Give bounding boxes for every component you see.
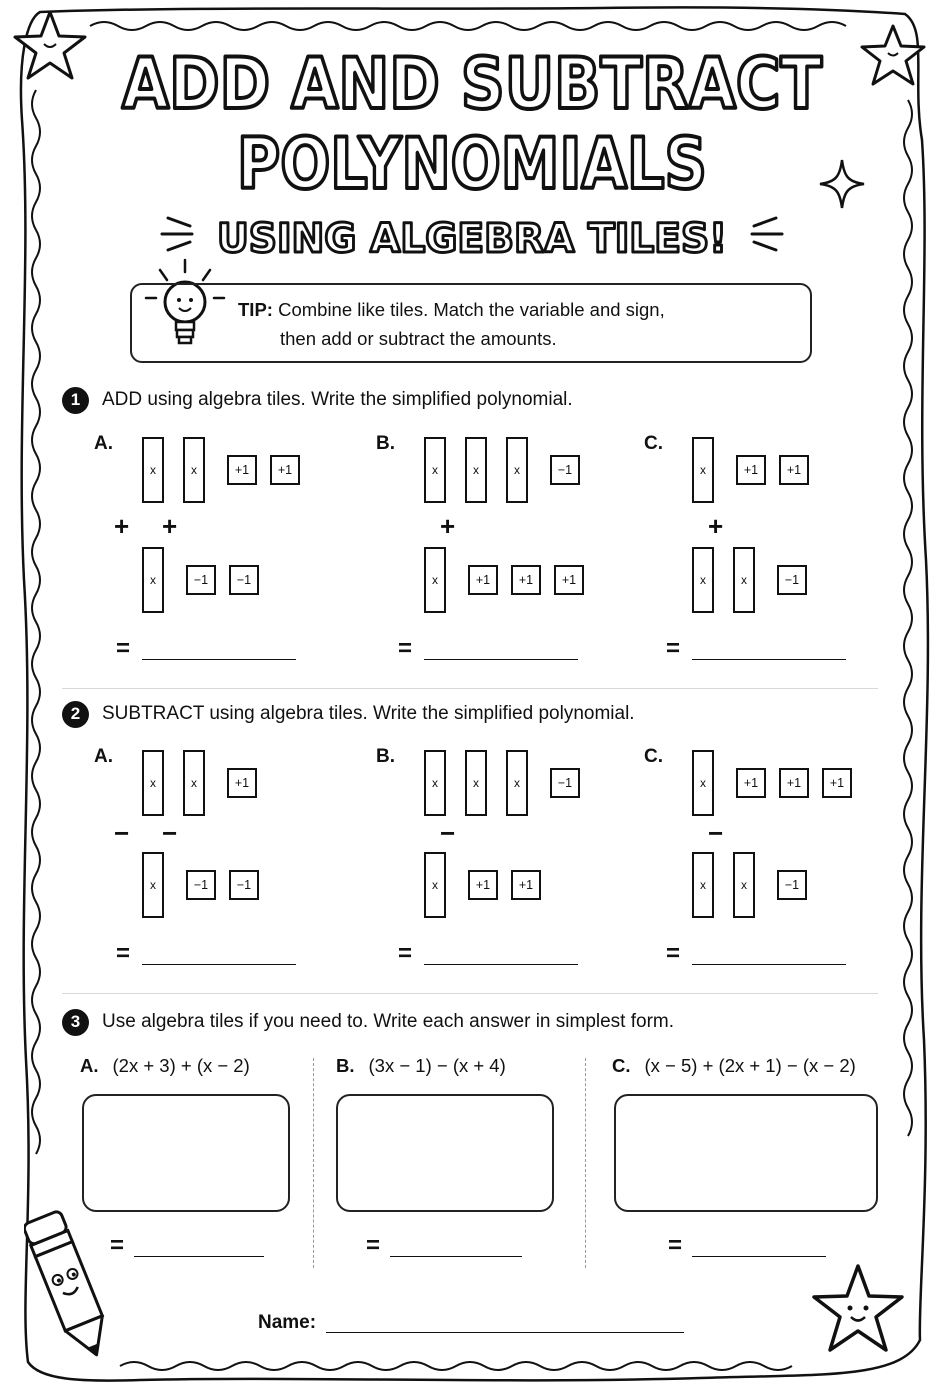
tile-label: x [150, 463, 156, 477]
tile-label: x [741, 878, 747, 892]
positive-unit-tile [468, 870, 498, 900]
work-area-3c[interactable] [614, 1094, 878, 1212]
x-tile [183, 750, 205, 816]
expression-text: (3x − 1) − (x + 4) [368, 1055, 506, 1076]
problem-label: C. [612, 1055, 631, 1076]
tile-label: x [150, 878, 156, 892]
tile-label: x [700, 463, 706, 477]
tile-label: +1 [829, 776, 845, 790]
x-tile [692, 750, 714, 816]
negative-unit-tile [229, 565, 259, 595]
problem-3c-expression [612, 1055, 856, 1077]
expression-text: (x − 5) + (2x + 1) − (x − 2) [644, 1055, 856, 1076]
x-tile [465, 750, 487, 816]
positive-unit-tile [511, 565, 541, 595]
operator-sign: − [440, 818, 456, 848]
answer-line-1b[interactable] [424, 659, 578, 660]
tile-label: x [432, 776, 438, 790]
problem-label: B. [376, 433, 395, 454]
x-tile [142, 437, 164, 503]
x-tile [424, 547, 446, 613]
x-tile [692, 852, 714, 918]
tip-text: Combine like tiles. Match the variable and sign, [278, 299, 665, 320]
problem-label: A. [94, 746, 113, 767]
divider [62, 688, 878, 689]
star-icon [810, 1262, 906, 1354]
problem-label: A. [80, 1055, 99, 1076]
operator-sign: + [440, 511, 456, 541]
tip-text-line2: then add or subtract the amounts. [280, 328, 557, 349]
equals-sign: = [398, 635, 413, 662]
tip-box [130, 283, 812, 363]
problem-label: C. [644, 746, 663, 767]
x-tile [692, 547, 714, 613]
tile-label: +1 [743, 463, 759, 477]
x-tile [183, 437, 205, 503]
answer-line-1c[interactable] [692, 659, 846, 660]
positive-unit-tile [227, 768, 257, 798]
positive-unit-tile [554, 565, 584, 595]
tile-label: x [700, 776, 706, 790]
operator-sign: − [114, 818, 130, 848]
tile-label: x [191, 776, 197, 790]
negative-unit-tile [777, 565, 807, 595]
tile-label: x [150, 573, 156, 587]
positive-unit-tile [736, 768, 766, 798]
problem-3b-expression [336, 1055, 506, 1077]
equals-sign: = [116, 940, 131, 967]
problem-label: B. [336, 1055, 355, 1076]
tile-label: −1 [236, 573, 252, 587]
x-tile [506, 437, 528, 503]
tile-label: x [432, 878, 438, 892]
tile-label: −1 [557, 776, 573, 790]
title-line2: POLYNOMIALS [237, 123, 707, 205]
tile-label: +1 [743, 776, 759, 790]
answer-line-2a[interactable] [142, 964, 296, 965]
negative-unit-tile [550, 768, 580, 798]
positive-unit-tile [227, 455, 257, 485]
tile-label: +1 [518, 878, 534, 892]
x-tile [692, 437, 714, 503]
positive-unit-tile [468, 565, 498, 595]
tile-label: −1 [557, 463, 573, 477]
section-1-header [62, 386, 573, 414]
worksheet-title [0, 30, 944, 280]
operator-sign: + [708, 511, 724, 541]
equals-sign: = [668, 1232, 683, 1259]
pencil-icon [24, 1204, 114, 1364]
operator-sign: + [162, 511, 178, 541]
tip-label: TIP: [238, 299, 273, 320]
positive-unit-tile [270, 455, 300, 485]
equals-sign: = [666, 940, 681, 967]
section-3-header [62, 1008, 674, 1036]
equals-sign: = [110, 1232, 125, 1259]
equals-sign: = [116, 635, 131, 662]
subtitle-flourish-left [162, 218, 192, 250]
name-label: Name: [258, 1312, 317, 1333]
answer-line-2c[interactable] [692, 964, 846, 965]
tile-label: x [432, 463, 438, 477]
operator-sign: + [114, 511, 130, 541]
problem-label: B. [376, 746, 395, 767]
equals-sign: = [666, 635, 681, 662]
section-number: 1 [62, 387, 89, 414]
x-tile [424, 437, 446, 503]
section-number: 3 [62, 1009, 89, 1036]
section-instruction: SUBTRACT using algebra tiles. Write the simplified polynomial. [102, 703, 635, 724]
tile-label: x [150, 776, 156, 790]
x-tile [733, 852, 755, 918]
operator-sign: − [162, 818, 178, 848]
x-tile [142, 547, 164, 613]
section-2-header [62, 700, 635, 728]
x-tile [424, 750, 446, 816]
tile-label: +1 [786, 776, 802, 790]
tile-label: +1 [277, 463, 293, 477]
negative-unit-tile [550, 455, 580, 485]
tile-label: −1 [236, 878, 252, 892]
column-divider [313, 1058, 314, 1268]
x-tile [142, 750, 164, 816]
x-tile [506, 750, 528, 816]
section-instruction: Use algebra tiles if you need to. Write each answer in simplest form. [102, 1011, 675, 1032]
negative-unit-tile [777, 870, 807, 900]
tile-label: x [473, 463, 479, 477]
problem-label: C. [644, 433, 663, 454]
equals-sign: = [366, 1232, 381, 1259]
tile-label: x [514, 776, 520, 790]
tile-label: −1 [193, 878, 209, 892]
positive-unit-tile [736, 455, 766, 485]
tile-label: −1 [193, 573, 209, 587]
negative-unit-tile [229, 870, 259, 900]
answer-line-3b[interactable] [390, 1256, 522, 1257]
answer-line-3a[interactable] [134, 1256, 264, 1257]
section-instruction: ADD using algebra tiles. Write the simplified polynomial. [102, 389, 573, 410]
title-subtitle: USING ALGEBRA TILES! [217, 216, 727, 262]
tile-label: +1 [475, 573, 491, 587]
tile-label: x [191, 463, 197, 477]
tile-label: x [514, 463, 520, 477]
expression-text: (2x + 3) + (x − 2) [112, 1055, 250, 1076]
tile-label: +1 [561, 573, 577, 587]
tile-label: x [432, 573, 438, 587]
equals-sign: = [398, 940, 413, 967]
problem-3a-expression [80, 1055, 250, 1077]
tile-label: +1 [475, 878, 491, 892]
section-number: 2 [62, 701, 89, 728]
answer-line-1a[interactable] [142, 659, 296, 660]
answer-line-3c[interactable] [692, 1256, 826, 1257]
problem-label: A. [94, 433, 113, 454]
positive-unit-tile [822, 768, 852, 798]
tile-label: −1 [784, 573, 800, 587]
tile-label: x [741, 573, 747, 587]
x-tile [733, 547, 755, 613]
positive-unit-tile [779, 455, 809, 485]
tile-label: +1 [234, 463, 250, 477]
title-line1: ADD AND SUBTRACT [122, 43, 823, 125]
divider [62, 993, 878, 994]
tile-label: x [473, 776, 479, 790]
work-area-3b[interactable] [336, 1094, 554, 1212]
name-field[interactable] [326, 1332, 684, 1333]
tile-label: +1 [234, 776, 250, 790]
x-tile [465, 437, 487, 503]
tile-label: x [700, 573, 706, 587]
operator-sign: − [708, 818, 724, 848]
x-tile [424, 852, 446, 918]
x-tile [142, 852, 164, 918]
tile-label: +1 [518, 573, 534, 587]
positive-unit-tile [511, 870, 541, 900]
tip-text-line1 [238, 299, 665, 321]
work-area-3a[interactable] [82, 1094, 290, 1212]
tile-label: +1 [786, 463, 802, 477]
column-divider [585, 1058, 586, 1268]
tile-label: x [700, 878, 706, 892]
subtitle-flourish-right [752, 218, 782, 250]
positive-unit-tile [779, 768, 809, 798]
answer-line-2b[interactable] [424, 964, 578, 965]
negative-unit-tile [186, 870, 216, 900]
negative-unit-tile [186, 565, 216, 595]
tile-label: −1 [784, 878, 800, 892]
